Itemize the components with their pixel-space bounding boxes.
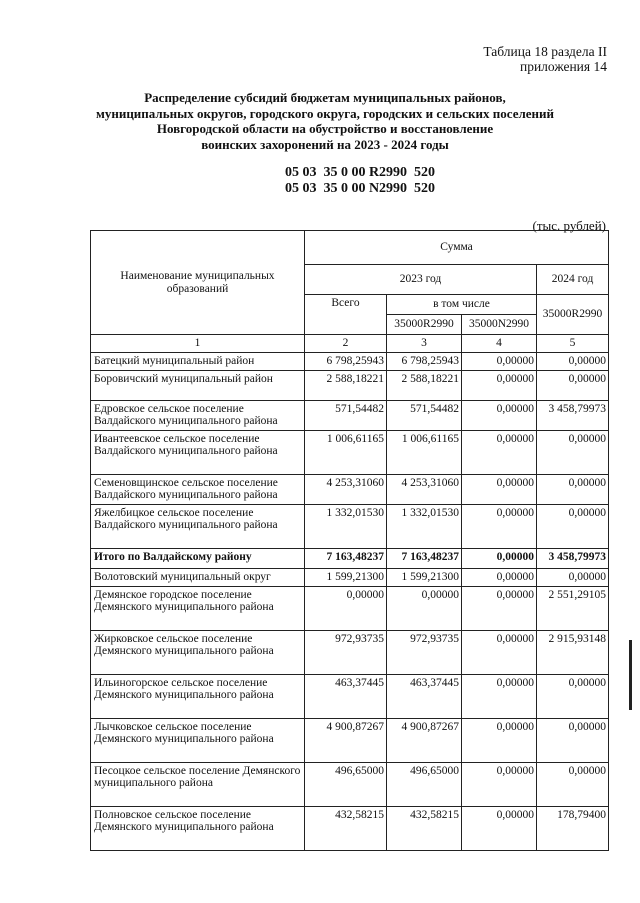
table-row bbox=[91, 474, 609, 504]
n2990-cell: 0,00000 bbox=[462, 568, 537, 586]
table-row bbox=[91, 400, 609, 430]
municipality-name-cell: Ивантеевское сельское поселение Валдайского муниципального района bbox=[91, 430, 305, 474]
n2990-cell: 0,00000 bbox=[462, 430, 537, 474]
n2990-cell: 0,00000 bbox=[462, 762, 537, 806]
total-cell: 1 599,21300 bbox=[305, 568, 387, 586]
index-cell: 2 bbox=[305, 335, 387, 353]
year-2024-cell: 0,00000 bbox=[537, 352, 609, 370]
total-cell: 571,54482 bbox=[305, 400, 387, 430]
header-total: Всего bbox=[305, 295, 387, 335]
municipality-name-cell: Едровское сельское поселение Валдайского муниципального района bbox=[91, 400, 305, 430]
municipality-name-cell: Яжелбицкое сельское поселение Валдайского муниципального района bbox=[91, 504, 305, 548]
reference-line-2: приложения 14 bbox=[519, 59, 607, 74]
r2990-cell: 432,58215 bbox=[387, 806, 462, 850]
title-line-2: муниципальных округов, городского округа, городских и сельских поселений bbox=[95, 105, 555, 121]
table-row bbox=[91, 504, 609, 548]
total-cell: 2 588,18221 bbox=[305, 370, 387, 400]
r2990-cell: 972,93735 bbox=[387, 630, 462, 674]
r2990-cell: 0,00000 bbox=[387, 586, 462, 630]
n2990-cell: 0,00000 bbox=[462, 352, 537, 370]
table-row bbox=[91, 548, 609, 568]
municipality-name-cell: Волотовский муниципальный округ bbox=[91, 568, 305, 586]
total-cell: 4 900,87267 bbox=[305, 718, 387, 762]
n2990-cell: 0,00000 bbox=[462, 504, 537, 548]
municipality-name-cell: Итого по Валдайскому району bbox=[91, 548, 305, 568]
municipality-name-cell: Песоцкое сельское поселение Демянского муниципального района bbox=[91, 762, 305, 806]
r2990-cell: 1 332,01530 bbox=[387, 504, 462, 548]
n2990-cell: 0,00000 bbox=[462, 548, 537, 568]
total-cell: 0,00000 bbox=[305, 586, 387, 630]
unit-label: (тыс. рублей) bbox=[532, 218, 606, 233]
total-cell: 6 798,25943 bbox=[305, 352, 387, 370]
municipality-name-cell: Демянское городское поселение Демянского муниципального района bbox=[91, 586, 305, 630]
year-2024-cell: 0,00000 bbox=[537, 504, 609, 548]
r2990-cell: 4 253,31060 bbox=[387, 474, 462, 504]
budget-codes bbox=[150, 165, 570, 197]
index-cell: 1 bbox=[91, 335, 305, 353]
document-title bbox=[80, 90, 570, 152]
year-2024-cell: 0,00000 bbox=[537, 430, 609, 474]
r2990-cell: 571,54482 bbox=[387, 400, 462, 430]
header-sum: Сумма bbox=[305, 231, 609, 265]
header-including: в том числе bbox=[387, 295, 537, 315]
total-cell: 1 006,61165 bbox=[305, 430, 387, 474]
table-row bbox=[91, 718, 609, 762]
table-row bbox=[91, 352, 609, 370]
total-cell: 432,58215 bbox=[305, 806, 387, 850]
r2990-cell: 1 599,21300 bbox=[387, 568, 462, 586]
index-row bbox=[91, 335, 609, 353]
total-cell: 463,37445 bbox=[305, 674, 387, 718]
index-cell: 3 bbox=[387, 335, 462, 353]
total-cell: 1 332,01530 bbox=[305, 504, 387, 548]
table-header bbox=[91, 231, 609, 335]
year-2024-cell: 0,00000 bbox=[537, 474, 609, 504]
municipality-name-cell: Батецкий муниципальный район bbox=[91, 352, 305, 370]
n2990-cell: 0,00000 bbox=[462, 474, 537, 504]
table-body bbox=[91, 335, 609, 851]
n2990-cell: 0,00000 bbox=[462, 630, 537, 674]
header-2023: 2023 год bbox=[305, 265, 537, 295]
year-2024-cell: 0,00000 bbox=[537, 762, 609, 806]
table-row bbox=[91, 568, 609, 586]
index-cell: 4 bbox=[462, 335, 537, 353]
table-row bbox=[91, 762, 609, 806]
r2990-cell: 1 006,61165 bbox=[387, 430, 462, 474]
header-code-2024: 35000R2990 bbox=[537, 295, 609, 335]
header-code-n: 35000N2990 bbox=[462, 315, 537, 335]
r2990-cell: 496,65000 bbox=[387, 762, 462, 806]
year-2024-cell: 3 458,79973 bbox=[537, 548, 609, 568]
municipality-name-cell: Ильиногорское сельское поселение Демянского муниципального района bbox=[91, 674, 305, 718]
reference-line-1: Таблица 18 раздела II bbox=[483, 44, 607, 59]
year-2024-cell: 2 551,29105 bbox=[537, 586, 609, 630]
n2990-cell: 0,00000 bbox=[462, 586, 537, 630]
table-row bbox=[91, 586, 609, 630]
r2990-cell: 6 798,25943 bbox=[387, 352, 462, 370]
title-line-1: Распределение субсидий бюджетам муниципальных районов, bbox=[144, 90, 506, 105]
n2990-cell: 0,00000 bbox=[462, 718, 537, 762]
table-row bbox=[91, 674, 609, 718]
year-2024-cell: 178,79400 bbox=[537, 806, 609, 850]
table-row bbox=[91, 630, 609, 674]
header-name: Наименование муниципальных образований bbox=[91, 231, 305, 335]
year-2024-cell: 0,00000 bbox=[537, 370, 609, 400]
index-cell: 5 bbox=[537, 335, 609, 353]
n2990-cell: 0,00000 bbox=[462, 400, 537, 430]
municipality-name-cell: Лычковское сельское поселение Демянского муниципального района bbox=[91, 718, 305, 762]
municipality-name-cell: Жирковское сельское поселение Демянского муниципального района bbox=[91, 630, 305, 674]
total-cell: 4 253,31060 bbox=[305, 474, 387, 504]
year-2024-cell: 0,00000 bbox=[537, 674, 609, 718]
header-2024: 2024 год bbox=[537, 265, 609, 295]
total-cell: 7 163,48237 bbox=[305, 548, 387, 568]
r2990-cell: 7 163,48237 bbox=[387, 548, 462, 568]
year-2024-cell: 0,00000 bbox=[537, 718, 609, 762]
municipality-name-cell: Боровичский муниципальный район bbox=[91, 370, 305, 400]
table-reference bbox=[483, 44, 607, 74]
municipality-name-cell: Полновское сельское поселение Демянского муниципального района bbox=[91, 806, 305, 850]
title-line-3: Новгородской области на обустройство и восстановление bbox=[156, 121, 494, 136]
total-cell: 496,65000 bbox=[305, 762, 387, 806]
header-code-r: 35000R2990 bbox=[387, 315, 462, 335]
scan-edge-mark bbox=[629, 640, 632, 710]
table-row bbox=[91, 806, 609, 850]
year-2024-cell: 3 458,79973 bbox=[537, 400, 609, 430]
year-2024-cell: 0,00000 bbox=[537, 568, 609, 586]
n2990-cell: 0,00000 bbox=[462, 370, 537, 400]
municipality-name-cell: Семеновщинское сельское поселение Валдайского муниципального района bbox=[91, 474, 305, 504]
total-cell: 972,93735 bbox=[305, 630, 387, 674]
r2990-cell: 4 900,87267 bbox=[387, 718, 462, 762]
budget-code-2: 05 03 35 0 00 N2990 520 bbox=[284, 181, 436, 196]
n2990-cell: 0,00000 bbox=[462, 674, 537, 718]
subsidy-table bbox=[90, 230, 609, 851]
year-2024-cell: 2 915,93148 bbox=[537, 630, 609, 674]
table-row bbox=[91, 430, 609, 474]
title-line-4: воинских захоронений на 2023 - 2024 годы bbox=[201, 136, 449, 152]
n2990-cell: 0,00000 bbox=[462, 806, 537, 850]
table-row bbox=[91, 370, 609, 400]
budget-code-1: 05 03 35 0 00 R2990 520 bbox=[284, 165, 436, 180]
r2990-cell: 2 588,18221 bbox=[387, 370, 462, 400]
r2990-cell: 463,37445 bbox=[387, 674, 462, 718]
